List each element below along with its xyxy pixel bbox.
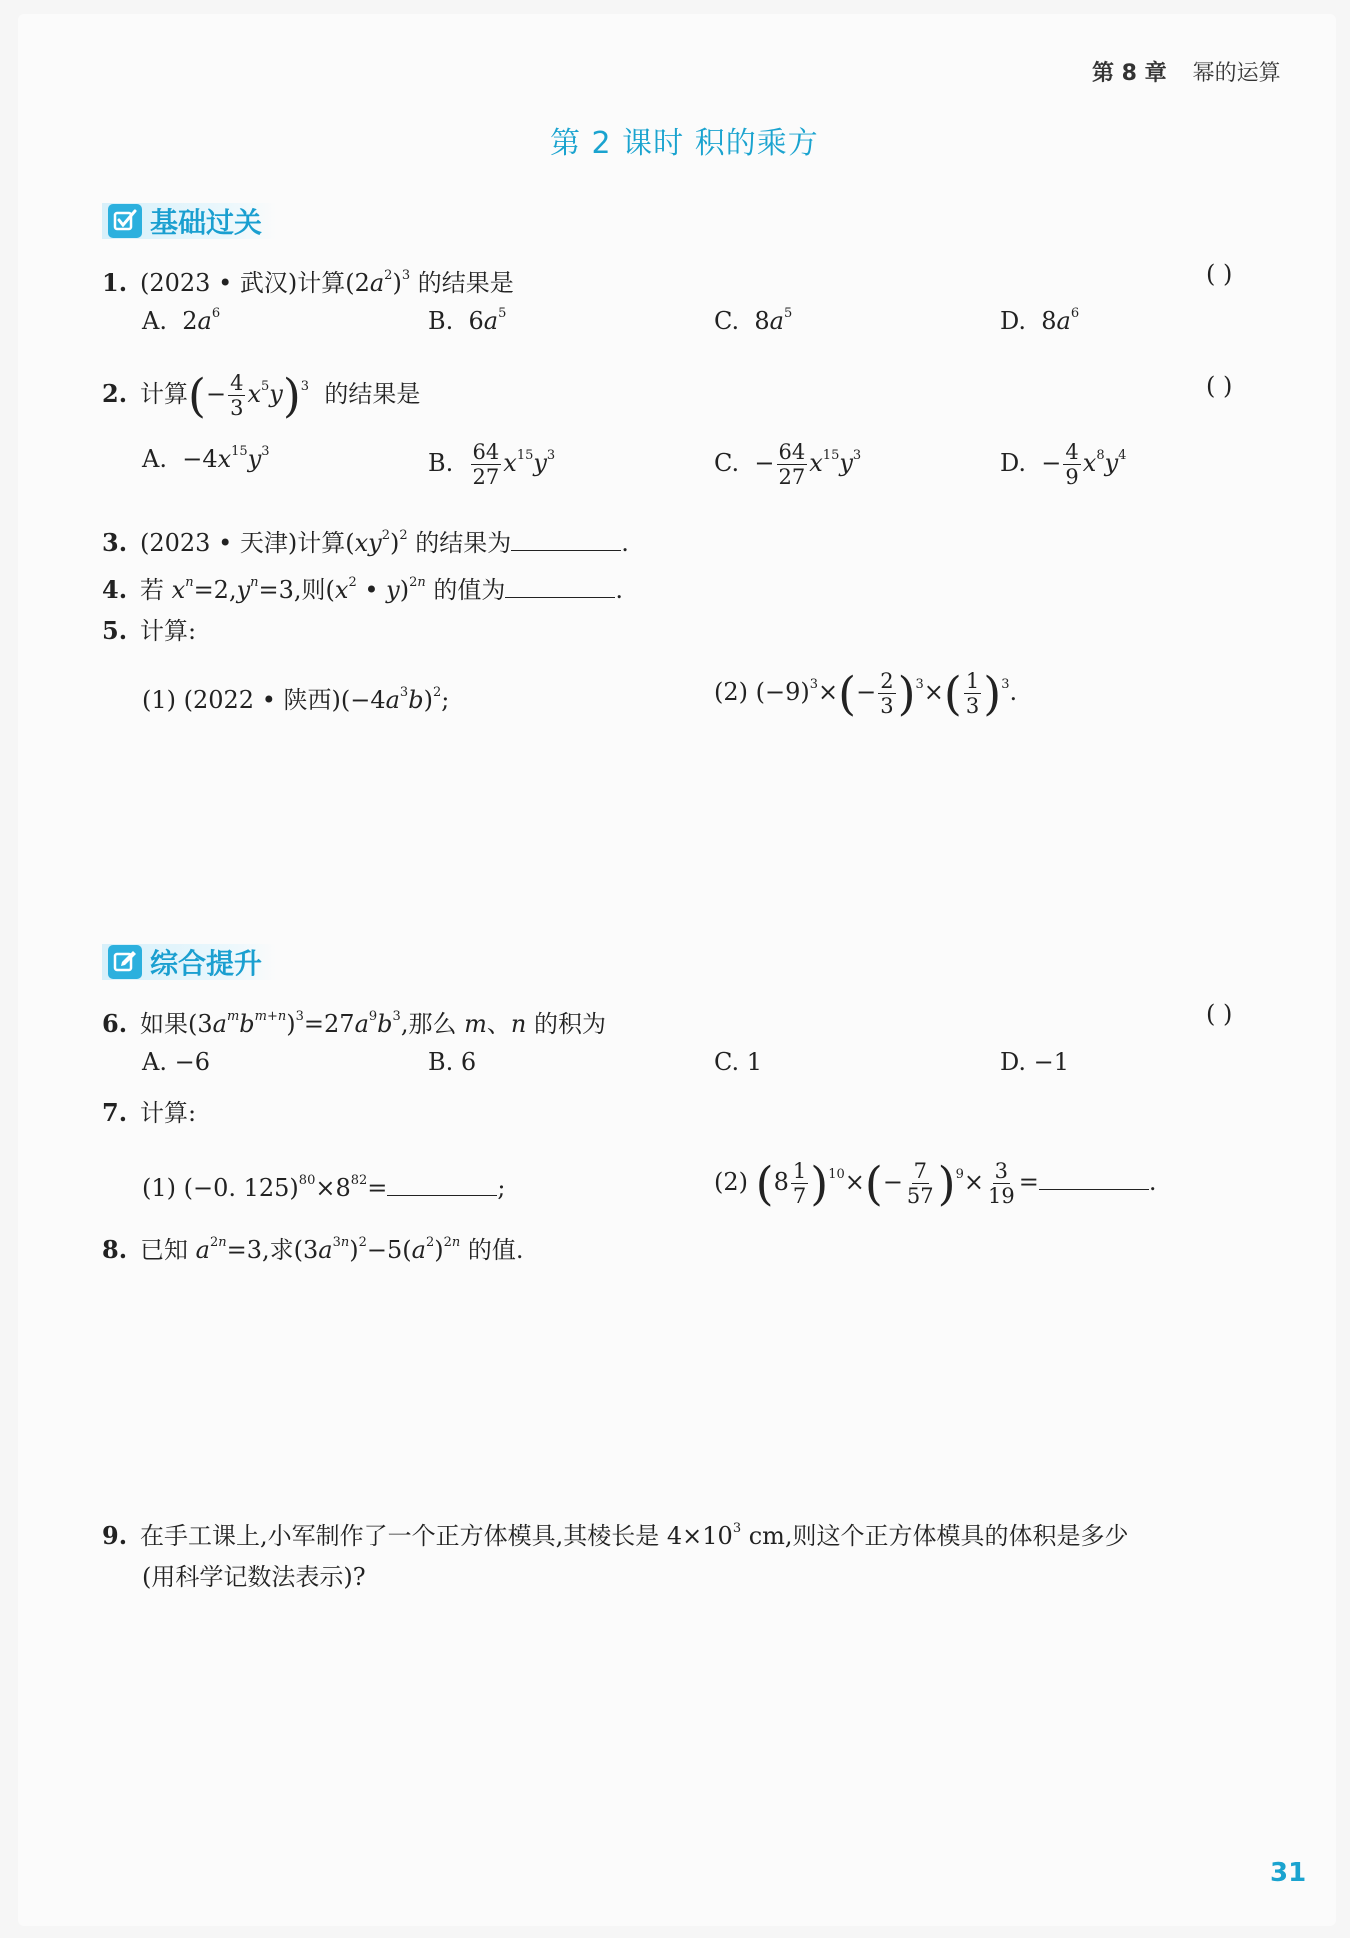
question-number: 1. (102, 268, 128, 297)
option-label: A. (142, 307, 167, 335)
option-a[interactable]: A. −6 (142, 1048, 210, 1076)
part-text: (1) (−0. 125) (142, 1174, 299, 1202)
question-7-part-1: (1) (−0. $125)^{80}\times 8^{82}=$ ; (142, 1173, 506, 1202)
question-5-part-1: (1) (2022 • 陕西)$(-4a^3b)^2$; (142, 685, 450, 714)
question-number: 5. (102, 616, 128, 645)
answer-parentheses[interactable]: ( ) (1206, 1000, 1233, 1028)
option-a[interactable]: A. $-4x^{15}y^3$ (142, 444, 270, 473)
option-label: B. (428, 307, 454, 335)
part-text: (2) (−9) (714, 678, 810, 706)
section-basic (102, 203, 276, 239)
option-a[interactable]: A. $2a^6$ (142, 306, 221, 335)
question-text: (2023 • 天津)计算( (140, 529, 355, 557)
option-d[interactable]: D. $8a^6$ (1000, 306, 1080, 335)
fill-blank[interactable] (511, 528, 621, 551)
question-text: 计算: (140, 617, 197, 645)
section-advanced (102, 944, 276, 980)
question-text-cont: cm,则这个正方体模具的体积是多少 (741, 1522, 1129, 1550)
question-number: 7. (102, 1098, 128, 1127)
question-number: 6. (102, 1009, 128, 1038)
question-5 (102, 614, 196, 648)
fill-blank[interactable] (505, 575, 615, 598)
question-7-part-2: (2) (8 $\frac{1}{7}$ )$^{10}$×(− $\frac{7}{57}$ )$^9$× $\frac{3}{19}$ = . (714, 1156, 1157, 1211)
fill-blank[interactable] (1039, 1167, 1149, 1190)
question-3: 3. (2023 • 天津)计算$(xy^2)^2$ 的结果为 . (102, 519, 629, 560)
question-7 (102, 1096, 196, 1130)
answer-parentheses[interactable]: ( ) (1206, 372, 1233, 400)
answer-parentheses[interactable]: ( ) (1206, 260, 1233, 288)
section-advanced-title: 综合提升 (150, 947, 263, 980)
option-d[interactable]: D. −1 (1000, 1048, 1070, 1076)
question-number: 3. (102, 528, 128, 557)
question-text: 计算 (140, 380, 188, 408)
option-label: C. (714, 307, 740, 335)
question-text: 如果(3 (140, 1010, 213, 1038)
question-9: 9. 在手工课上,小军制作了一个正方体模具,其棱长是 $4\times 10^3$ cm,则这个正方体模具的体积是多少 (102, 1512, 1129, 1553)
question-8: 8. 已知 $a^{2n}=3$,求$(3a^{3n})^2-5(a^2)^{2n}$ 的值. (102, 1226, 524, 1267)
section-basic-title: 基础过关 (150, 206, 263, 239)
chapter-label: 第 8 章 (1092, 61, 1167, 86)
page-number: 31 (1270, 1858, 1307, 1888)
chapter-title: 幂的运算 (1192, 61, 1281, 86)
question-5-part-2: (2) $(-9)^3\times(-$ $\frac{2}{3}$ )$^3$×( $\frac{1}{3}$ )$^3$. (714, 666, 1018, 721)
question-text: 计算: (140, 1099, 197, 1127)
question-text-end: 的值. (467, 1236, 524, 1264)
question-number: 9. (102, 1521, 128, 1550)
option-b[interactable]: B. $6a^5$ (428, 306, 507, 335)
question-number: 4. (102, 575, 128, 604)
question-number: 8. (102, 1235, 128, 1264)
question-text-end: 的结果为 (415, 529, 512, 557)
question-4: 4. 若 $x^n=2,y^n=3$,则($x^2$ • y)$^{2n}$ 的值为 . (102, 566, 623, 607)
question-2: 2. 计算(− $\frac{4}{3}$ $x^5y)^3$ 的结果是 (102, 368, 421, 423)
pencil-icon (108, 945, 142, 979)
question-text-mid: =27 (303, 1010, 355, 1038)
running-header (1092, 56, 1281, 87)
question-text: 若 (140, 576, 164, 604)
question-text-end: 的结果是 (417, 269, 514, 297)
checkbox-icon (108, 204, 142, 238)
part-text: (1) (2022 • 陕西)(−4 (142, 686, 386, 714)
question-number: 2. (102, 379, 128, 408)
lesson-title: 第 2 课时 积的乘方 (550, 126, 819, 161)
question-text-end: 的积为 (533, 1010, 606, 1038)
option-b[interactable]: B. $\frac{64}{27}$ $x^{15}y^3$ (428, 440, 556, 489)
option-label: D. (1000, 307, 1027, 335)
question-text-end: 的值为 (433, 576, 506, 604)
question-9-line-2: (用科学记数法表示)? (142, 1563, 366, 1591)
question-6: 6. 如果$(3a^mb^{m+n})^3=27a^9b^3$,那么 m、n 的积为 (102, 1000, 606, 1041)
question-text-end: 的结果是 (324, 380, 421, 408)
part-text: (2) (714, 1168, 748, 1196)
fill-blank[interactable] (387, 1173, 497, 1196)
question-text-mid2: ,那么 (400, 1010, 457, 1038)
question-text: 已知 (140, 1236, 188, 1264)
option-c[interactable]: C. 1 (714, 1048, 763, 1076)
option-d[interactable]: D. − $\frac{4}{9}$ $x^8y^4$ (1000, 440, 1127, 489)
question-text: 在手工课上,小军制作了一个正方体模具,其棱长是 4×10 (140, 1522, 733, 1550)
question-1: 1. (2023 • 武汉)计算$(2a^2)^3$ 的结果是 (102, 259, 514, 300)
option-c[interactable]: C. $8a^5$ (714, 306, 793, 335)
option-b[interactable]: B. 6 (428, 1048, 477, 1076)
option-c[interactable]: C. − $\frac{64}{27}$ $x^{15}y^3$ (714, 440, 862, 489)
question-text: (2023 • 武汉)计算(2 (140, 269, 370, 297)
